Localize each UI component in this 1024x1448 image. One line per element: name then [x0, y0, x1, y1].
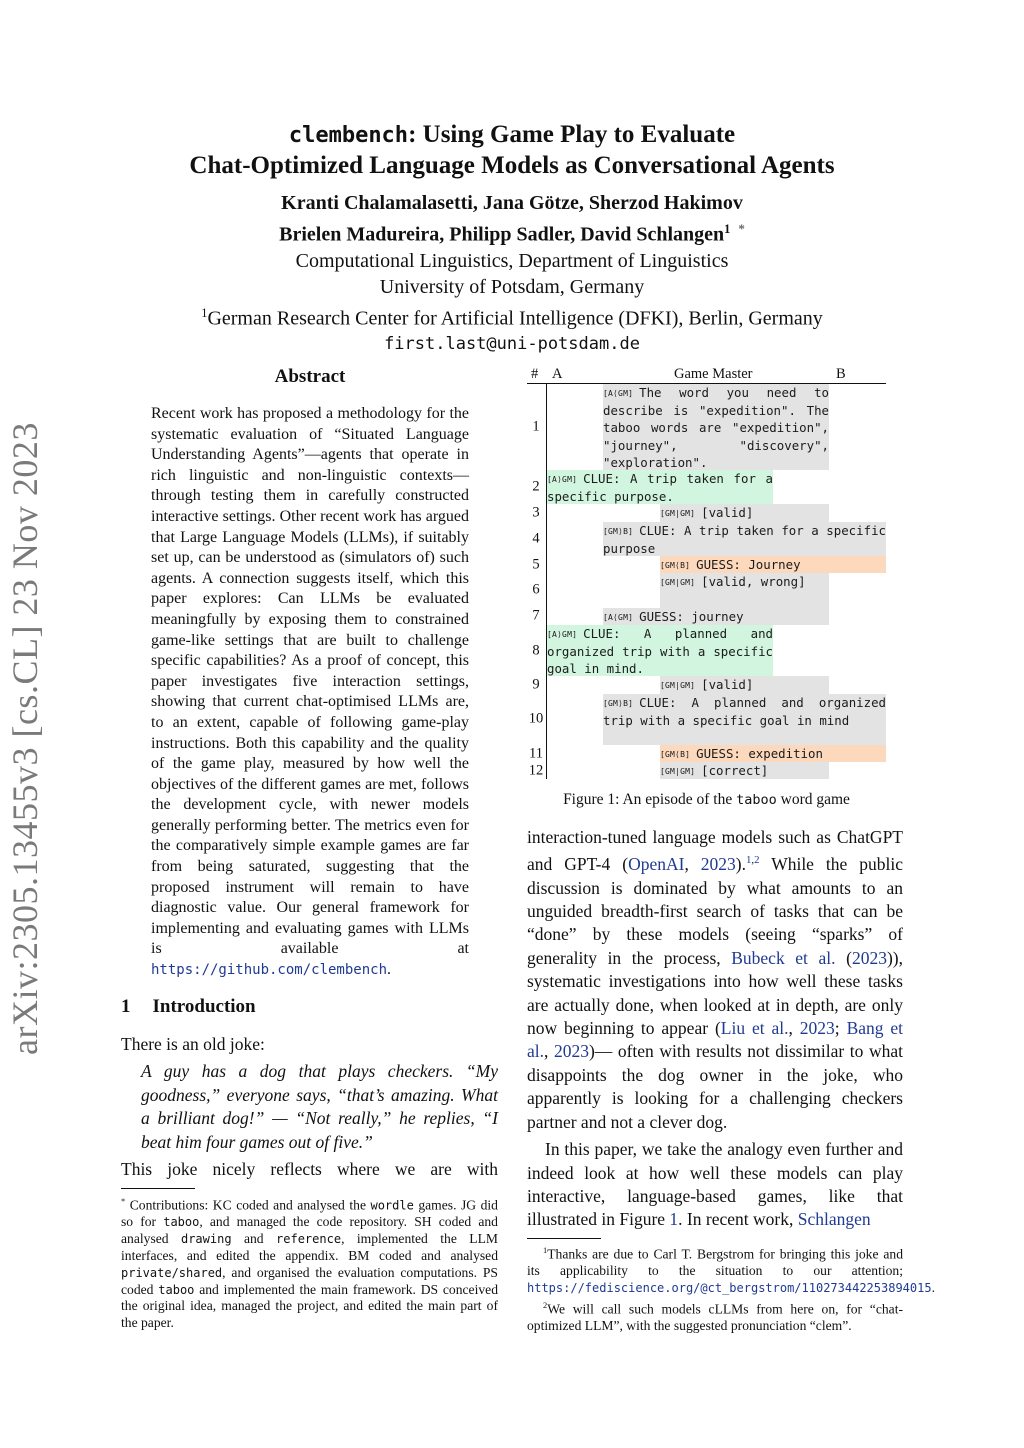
turn-direction-tag: [GM|GM] — [660, 681, 696, 691]
turn-text: GUESS: Journey — [696, 556, 801, 572]
contributions-footnote — [121, 1193, 498, 1332]
footnote-rule-right — [527, 1238, 601, 1239]
footnote-ref-2[interactable]: 2 — [754, 854, 760, 867]
turn-text: GUESS: journey — [639, 608, 744, 624]
caption-mono: taboo — [736, 792, 777, 808]
turn-direction-tag: [GM|GM] — [660, 767, 696, 777]
turn-number: 11 — [529, 745, 543, 762]
author-block — [0, 190, 1024, 357]
citation-bubeck[interactable]: Bubeck et al. — [731, 947, 836, 968]
turn-direction-tag: [GM⟨B] — [660, 750, 691, 760]
text: ; — [834, 1018, 847, 1039]
turn-number: 7 — [532, 607, 540, 624]
header-player-a: A — [552, 366, 563, 382]
joke-quote: A guy has a dog that plays checkers. “My goodness,” everyone says, “that’s amazing. What a brilliant dog!” — “Not really,” he replies, “I beat him four games out of five.” — [141, 1061, 498, 1152]
episode-row — [527, 745, 886, 762]
header-number: # — [531, 366, 539, 382]
title-mono: clembench — [288, 123, 409, 148]
turn-direction-tag: [A⟨GM] — [603, 612, 634, 622]
turn-number: 1 — [532, 418, 540, 435]
citation-openai-year[interactable]: 2023 — [700, 854, 736, 875]
authors-line2: Brielen Madureira, Philipp Sadler, David Schlangen — [279, 223, 725, 246]
turn-direction-tag: [A⟩GM] — [547, 629, 578, 639]
turn-direction-tag: [A⟩GM] — [547, 475, 578, 484]
contribution-star: * — [738, 221, 745, 236]
turn-message — [660, 676, 829, 693]
intro-right-body — [527, 826, 903, 1232]
turn-number: 12 — [528, 762, 544, 779]
episode-row — [527, 556, 886, 573]
footnote-mark: 2 — [543, 1299, 548, 1310]
turn-message — [547, 625, 773, 677]
turn-text: [correct] — [701, 763, 769, 779]
text: interaction-tuned language models such as ChatGPT and GPT-4 ( — [527, 827, 903, 875]
turn-number: 9 — [532, 676, 540, 693]
abstract-end: . — [387, 961, 392, 979]
citation-liu[interactable]: Liu et al. — [720, 1018, 789, 1039]
turn-message — [603, 694, 886, 746]
header-player-b: B — [836, 366, 846, 382]
turn-number: 8 — [532, 642, 540, 659]
fn-mono: drawing — [180, 1232, 232, 1247]
turn-direction-tag: [GM|GM] — [660, 578, 696, 588]
text: Thanks are due to Carl T. Bergstrom for bringing this joke and its applicability to the situation to our attention; — [527, 1246, 903, 1279]
figure-caption — [527, 791, 886, 809]
fn-mono: reference — [276, 1232, 342, 1247]
footnote-mark: 1 — [543, 1245, 548, 1255]
turn-text: The word you need to describe is "expedition". The taboo words are "expedition", "journey", "discovery", "exploration". — [603, 385, 829, 470]
caption-text: Figure 1: An episode of the — [563, 791, 737, 808]
fediscience-link[interactable]: https://fediscience.org/@ct_bergstrom/110273442253894015 — [527, 1281, 932, 1296]
figure-rows — [527, 384, 886, 779]
text: We will call such models cLLMs from here on, for “chat-optimized LLM”, with the suggested pronunciation “clem”. — [527, 1301, 903, 1334]
citation-schlangen[interactable]: Schlangen — [797, 1209, 871, 1230]
right-paragraph-1 — [527, 826, 903, 1134]
arxiv-stamp: arXiv:2305.13455v3 [cs.CL] 23 Nov 2023 — [5, 422, 45, 1055]
text: While the public discussion is dominated by what amounts to an unguided breadth-first search of tasks that can be “done” by these models (seeing “sparks” of generality in the process, — [527, 854, 903, 968]
authors-line1: Kranti Chalamalasetti, Jana Götze, Sherzod Hakimov — [281, 192, 743, 214]
text: . — [931, 1280, 935, 1296]
affiliation-2: University of Potsdam, Germany — [379, 275, 645, 298]
section-title: Introduction — [152, 996, 256, 1017]
fn-text: , and managed the code repository. SH coded and analysed — [121, 1214, 498, 1247]
fn-text: and — [231, 1231, 277, 1247]
section-number: 1 — [121, 996, 131, 1017]
text: In this paper, we take the analogy even further and indeed look at how well these models can play interactive, language-based games, like that illustrated in Figure — [527, 1139, 903, 1230]
turn-number: 10 — [528, 710, 544, 727]
text: )— often with results not dissimilar to what disappoints the dog owner in the joke, who apparently is looking for a challenging checkers partner and not a clever dog. — [527, 1041, 903, 1132]
text: , — [544, 1041, 554, 1062]
footnote-ref-1[interactable]: 1 — [745, 854, 752, 867]
episode-row — [527, 625, 886, 677]
episode-row — [527, 762, 886, 779]
turn-message — [660, 762, 829, 779]
turn-direction-tag: [GM⟩B] — [603, 526, 634, 536]
turn-text: CLUE: A planned and organized trip with a specific goal in mind. — [547, 625, 773, 677]
episode-row — [527, 573, 886, 607]
fn-mono: taboo — [163, 1215, 200, 1230]
text: ( — [835, 947, 852, 968]
episode-row — [527, 676, 886, 693]
intro-left-body — [121, 1033, 498, 1181]
fn-mono: private/shared — [121, 1265, 223, 1280]
footnote-star: * — [121, 1196, 126, 1206]
affiliation-3-sup: 1 — [201, 305, 208, 320]
turn-text: CLUE: A trip taken for a specific purpose — [603, 522, 886, 556]
fn-text: and implemented the main framework. DS conceived the original idea, managed the project, and edited the main part of the paper. — [121, 1281, 498, 1331]
episode-row — [527, 504, 886, 521]
turn-message — [660, 745, 886, 762]
affiliation-1: Computational Linguistics, Department of Linguistics — [295, 249, 729, 272]
caption-text: word game — [776, 791, 850, 808]
fn-mono: taboo — [158, 1282, 195, 1297]
figure-taboo-episode — [527, 365, 886, 779]
text: ). — [735, 854, 746, 875]
fn-text: , and organised the evaluation computations. PS coded — [121, 1264, 498, 1297]
turn-message — [660, 556, 886, 573]
turn-direction-tag: [GM⟨B] — [660, 560, 691, 570]
right-paragraph-2 — [527, 1138, 903, 1232]
fn-text: games. JG did so for — [121, 1197, 498, 1230]
turn-number: 4 — [532, 530, 540, 547]
affiliation-3: German Research Center for Artificial Intelligence (DFKI), Berlin, Germany — [207, 307, 823, 330]
turn-text: GUESS: expedition — [696, 746, 823, 762]
title-line2: Chat-Optimized Language Models as Conversational Agents — [189, 152, 835, 179]
fn-text: , implemented the LLM interfaces, and edited the appendix. BM coded and analysed — [121, 1231, 498, 1263]
fn-mono: wordle — [370, 1198, 414, 1213]
episode-row — [527, 694, 886, 746]
turn-text: [valid] — [701, 505, 754, 521]
authors-sup: 1 — [724, 222, 731, 236]
footnote-2 — [527, 1297, 903, 1335]
turn-number: 3 — [532, 504, 540, 521]
turn-message — [603, 384, 829, 470]
text: . In recent work, — [678, 1209, 798, 1230]
text: , — [684, 854, 701, 875]
author-email: first.last@uni-potsdam.de — [384, 334, 640, 355]
title-line1: : Using Game Play to Evaluate — [408, 121, 736, 148]
turn-text: [valid] — [701, 677, 754, 693]
fn-text: Contributions: KC coded and analysed the — [129, 1197, 371, 1213]
footnote-rule-left — [121, 1188, 195, 1189]
section-heading-introduction — [121, 996, 256, 1018]
github-link[interactable]: https://github.com/clembench — [151, 962, 388, 979]
citation-liu-year[interactable]: 2023 — [799, 1018, 835, 1039]
episode-row — [527, 470, 886, 504]
turn-direction-tag: [GM|GM] — [660, 509, 696, 519]
citation-bang[interactable]: Bang et al. — [527, 1018, 904, 1062]
citation-bubeck-year[interactable]: 2023 — [851, 947, 887, 968]
abstract-heading: Abstract — [274, 366, 346, 387]
text: , — [751, 854, 755, 867]
episode-row — [527, 522, 886, 556]
turn-message — [603, 608, 829, 625]
turn-text: CLUE: A planned and organized trip with a specific goal in mind — [603, 694, 886, 728]
text: , — [788, 1018, 800, 1039]
text: )), systematic investigations into how well these tasks are actually done, when looked at in depth, are only now beginning to appear ( — [527, 947, 903, 1039]
header-game-master: Game Master — [674, 366, 753, 382]
abstract-body — [151, 404, 469, 981]
citation-bang-year[interactable]: 2023 — [553, 1041, 589, 1062]
turn-message — [660, 504, 829, 521]
footnote-1 — [527, 1242, 935, 1297]
turn-number: 6 — [532, 581, 540, 598]
abstract-text: Recent work has proposed a methodology for the systematic evaluation of “Situated Language Understanding Agents”—agents that operate in rich linguistic and non-linguistic contexts—through testing them in carefully constructed interactive settings. Other recent work has argued that Large Language Models (LLMs), if suitably set up, can be understood as (simulators of) such agents. A connection suggests itself, which this paper explores: Can LLMs be evaluated meaningfully by exposing them to constrained game-like settings that are built to challenge specific capabilities? As a proof of concept, this paper investigates five interaction settings, showing that current chat-optimised LLMs are, to an extent, capable of following game-play instructions. Both this capability and the quality of the game play, measured by how well the objectives of the different games are met, follows the development cycle, with newer models generally performing better. The metrics even for the comparatively simple example games are far from being saturated, suggesting that the proposed instrument will remain to have diagnostic value. Our general framework for implementing and evaluating games with LLMs is available at — [151, 405, 469, 958]
turn-text: [valid, wrong] — [701, 574, 806, 590]
figure-header — [527, 365, 886, 384]
turn-number: 5 — [532, 556, 540, 573]
turn-direction-tag: [A⟨GM] — [603, 389, 634, 398]
right-footnotes — [527, 1242, 935, 1335]
turn-message — [603, 522, 886, 556]
turn-direction-tag: [GM⟩B] — [603, 698, 634, 708]
episode-row — [527, 608, 886, 625]
turn-message — [660, 573, 829, 607]
intro-paragraph-1: There is an old joke: — [121, 1034, 265, 1054]
episode-row — [527, 384, 886, 470]
paper-title — [0, 120, 1024, 181]
turn-message — [547, 470, 773, 504]
turn-number: 2 — [532, 478, 540, 495]
citation-openai[interactable]: OpenAI — [628, 854, 685, 875]
figure-ref[interactable]: 1 — [669, 1209, 679, 1230]
intro-paragraph-2: This joke nicely reflects where we are with — [121, 1159, 498, 1180]
turn-text: CLUE: A trip taken for a specific purpose. — [547, 471, 773, 505]
